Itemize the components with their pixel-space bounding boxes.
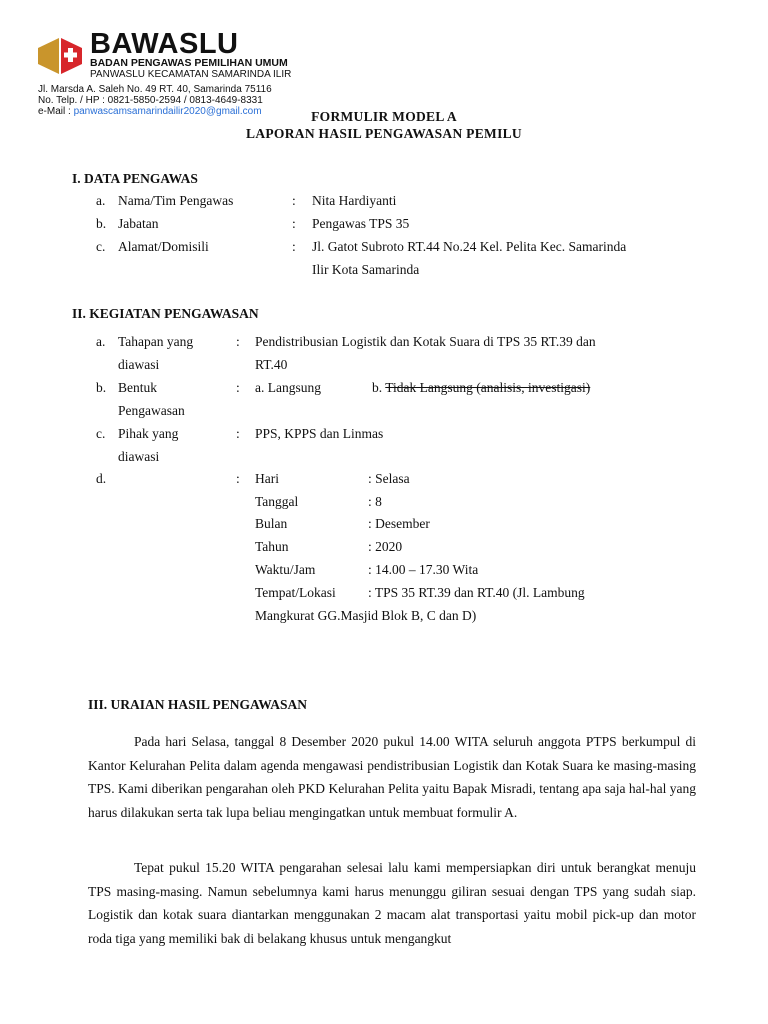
field-value-parties: PPS, KPPS dan Linmas (255, 426, 384, 441)
section1-heading: I. DATA PENGAWAS (72, 171, 198, 186)
field-label: Pihak yang (118, 426, 179, 441)
field-colon: : (236, 380, 240, 395)
detail-value: : 8 (368, 494, 382, 509)
row-letter: a. (96, 193, 106, 208)
detail-value: : 14.00 – 17.30 Wita (368, 562, 479, 577)
field-label-cont: Pengawasan (118, 403, 185, 418)
row-letter: a. (96, 334, 106, 349)
row-letter: c. (96, 426, 106, 441)
field-colon: : (236, 471, 240, 486)
field-label: Tahapan yang (118, 334, 194, 349)
email-address[interactable]: panwascamsamarindailir2020@gmail.com (73, 106, 262, 117)
report-paragraph-2: Tepat pukul 15.20 WITA pengarahan selesai lalu kami mempersiapkan diri untuk berangkat menuju TPS masing-masing. Namun sebelumnya kami harus menunggu giliran sesuai dengan TPS yang sudah siap. Logistik dan kotak suara diantarkan menggunakan 2 macam alat transportasi yaitu mobil pick-up dan motor roda tiga yang memiliki bak di belakang khusus untuk mengangkut (88, 860, 696, 946)
option-direct: a. Langsung (255, 380, 321, 395)
detail-value: : Desember (368, 516, 430, 531)
field-colon: : (236, 334, 240, 349)
detail-value-location: : TPS 35 RT.39 dan RT.40 (Jl. Lambung (368, 585, 585, 600)
form-title: FORMULIR MODEL A (311, 109, 457, 124)
detail-value-location-cont: Mangkurat GG.Masjid Blok B, C dan D) (255, 608, 477, 623)
org-name: BADAN PENGAWAS PEMILIHAN UMUM (90, 57, 288, 69)
field-label-cont: diawasi (118, 449, 160, 464)
row-letter: b. (96, 216, 107, 231)
option-indirect (372, 380, 590, 396)
detail-value: : Selasa (368, 471, 410, 486)
report-paragraph-1: Pada hari Selasa, tanggal 8 Desember 2020 pukul 14.00 WITA seluruh anggota PTPS berkumpul di Kantor Kelurahan Pelita dalam agenda mengawasi pendistribusian Logistik dan Kotak Suara ke masing-masing TPS. Kami diberikan pengarahan oleh PKD Kelurahan Pelita yaitu Bapak Misradi, tentang apa saja hal-hal yang harus dilakukan serta tak lupa beliau mengingatkan untuk membuat formulir A. (88, 734, 696, 820)
email-label: e-Mail : (38, 106, 74, 117)
field-value-stage: Pendistribusian Logistik dan Kotak Suara di TPS 35 RT.39 dan (255, 334, 596, 349)
detail-label: Tahun (255, 539, 289, 554)
org-subname: PANWASLU KECAMATAN SAMARINDA ILIR (90, 69, 292, 80)
form-subtitle: LAPORAN HASIL PENGAWASAN PEMILU (246, 126, 522, 141)
field-colon: : (292, 239, 296, 254)
section3-heading: III. URAIAN HASIL PENGAWASAN (88, 697, 308, 712)
brand-name: BAWASLU (90, 28, 239, 60)
field-label: Alamat/Domisili (118, 239, 209, 254)
detail-value: : 2020 (368, 539, 403, 554)
field-label: Bentuk (118, 380, 157, 395)
address: Jl. Marsda A. Saleh No. 49 RT. 40, Samarinda 75116 (38, 84, 272, 95)
detail-label: Waktu/Jam (255, 562, 316, 577)
bawaslu-logo-icon (38, 34, 82, 78)
field-value-address: Jl. Gatot Subroto RT.44 No.24 Kel. Pelita Kec. Samarinda (312, 239, 627, 254)
phone: No. Telp. / HP : 0821-5850-2594 / 0813-4649-8331 (38, 95, 263, 106)
detail-label: Tanggal (255, 494, 299, 509)
option-indirect-prefix: b. (372, 380, 386, 395)
row-letter: b. (96, 380, 107, 395)
section2-heading: II. KEGIATAN PENGAWASAN (72, 306, 259, 321)
option-indirect-label: Tidak Langsung (analisis, investigasi) (385, 380, 591, 395)
field-value-address-cont: Ilir Kota Samarinda (312, 262, 420, 277)
field-label: Jabatan (118, 216, 159, 231)
detail-label: Hari (255, 471, 279, 486)
row-letter: d. (96, 471, 107, 486)
field-value-name: Nita Hardiyanti (312, 193, 397, 208)
field-value-position: Pengawas TPS 35 (312, 216, 410, 231)
field-colon: : (292, 193, 296, 208)
field-label: Nama/Tim Pengawas (118, 193, 234, 208)
field-colon: : (236, 426, 240, 441)
field-label-cont: diawasi (118, 357, 160, 372)
field-value-stage-cont: RT.40 (255, 357, 288, 372)
field-colon: : (292, 216, 296, 231)
row-letter: c. (96, 239, 106, 254)
detail-label: Bulan (255, 516, 288, 531)
detail-label-location: Tempat/Lokasi (255, 585, 336, 600)
